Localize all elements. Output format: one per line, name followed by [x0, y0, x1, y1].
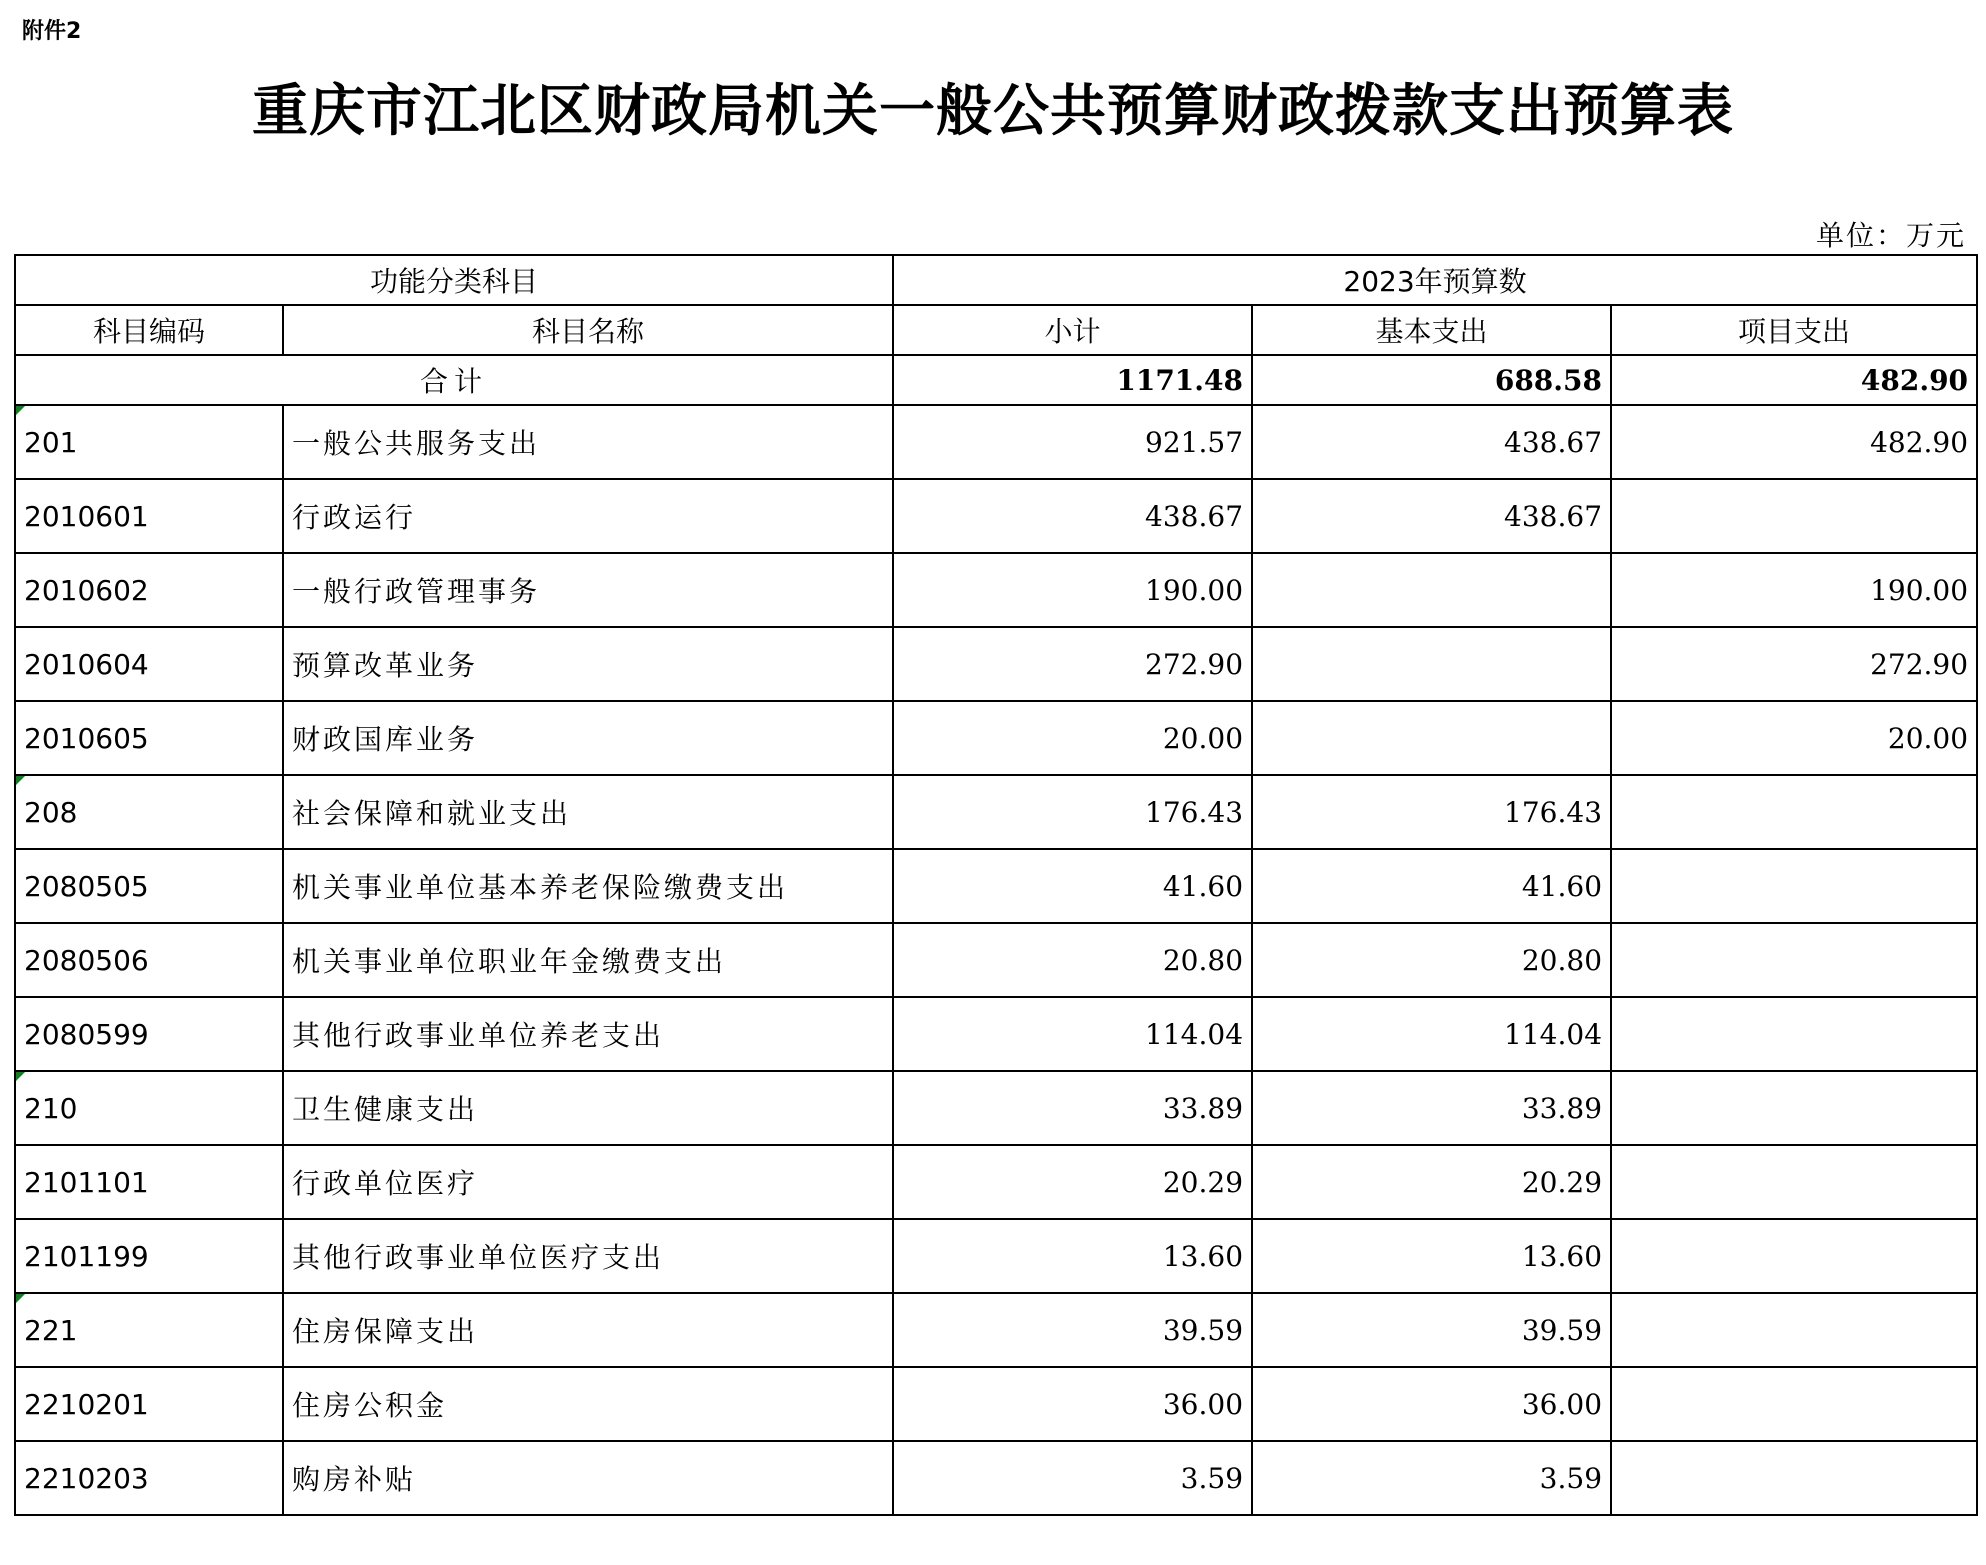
cell-subtotal: 20.00 [893, 701, 1252, 775]
cell-name: 行政单位医疗 [283, 1145, 893, 1219]
header-project: 项目支出 [1611, 305, 1977, 355]
cell-basic: 36.00 [1252, 1367, 1611, 1441]
cell-project: 482.90 [1611, 405, 1977, 479]
cell-name: 一般公共服务支出 [283, 405, 893, 479]
table-row [15, 1219, 1977, 1293]
header-subtotal: 小计 [893, 305, 1252, 355]
cell-project: 190.00 [1611, 553, 1977, 627]
cell-name: 财政国库业务 [283, 701, 893, 775]
cell-subtotal: 39.59 [893, 1293, 1252, 1367]
cell-code: 2080599 [15, 997, 283, 1071]
cell-corner-marker [16, 1072, 25, 1081]
cell-code: 2101199 [15, 1219, 283, 1293]
cell-project [1611, 775, 1977, 849]
cell-project [1611, 1293, 1977, 1367]
cell-code [15, 1071, 283, 1145]
header-code: 科目编码 [15, 305, 283, 355]
cell-basic [1252, 553, 1611, 627]
cell-name: 机关事业单位基本养老保险缴费支出 [283, 849, 893, 923]
cell-name: 社会保障和就业支出 [283, 775, 893, 849]
cell-basic: 20.80 [1252, 923, 1611, 997]
cell-basic: 33.89 [1252, 1071, 1611, 1145]
page-title: 重庆市江北区财政局机关一般公共预算财政拨款支出预算表 [252, 79, 1734, 144]
cell-basic [1252, 701, 1611, 775]
header-name: 科目名称 [283, 305, 893, 355]
header-functional-classification: 功能分类科目 [15, 255, 893, 305]
table-row [15, 1071, 1977, 1145]
cell-name: 卫生健康支出 [283, 1071, 893, 1145]
cell-project [1611, 479, 1977, 553]
table-row [15, 405, 1977, 479]
cell-code: 2101101 [15, 1145, 283, 1219]
cell-name: 其他行政事业单位养老支出 [283, 997, 893, 1071]
table-row [15, 849, 1977, 923]
table-row [15, 1441, 1977, 1515]
cell-code: 2080505 [15, 849, 283, 923]
cell-code-text: 210 [24, 1091, 78, 1125]
column-header-row [15, 305, 1977, 355]
table-body [15, 355, 1977, 1515]
table-row [15, 923, 1977, 997]
cell-subtotal: 20.29 [893, 1145, 1252, 1219]
cell-subtotal: 13.60 [893, 1219, 1252, 1293]
cell-name: 一般行政管理事务 [283, 553, 893, 627]
cell-code: 2010604 [15, 627, 283, 701]
header-budget-year: 2023年预算数 [893, 255, 1977, 305]
cell-project [1611, 1071, 1977, 1145]
total-label: 合计 [15, 355, 893, 405]
cell-project [1611, 1441, 1977, 1515]
cell-corner-marker [16, 1294, 25, 1303]
table-row [15, 1293, 1977, 1367]
table-row [15, 701, 1977, 775]
cell-subtotal: 176.43 [893, 775, 1252, 849]
unit-label: 单位：万元 [1815, 219, 1966, 252]
table-row [15, 775, 1977, 849]
cell-subtotal: 41.60 [893, 849, 1252, 923]
total-subtotal: 1171.48 [893, 355, 1252, 405]
cell-code [15, 775, 283, 849]
cell-basic: 176.43 [1252, 775, 1611, 849]
cell-basic: 20.29 [1252, 1145, 1611, 1219]
cell-basic: 438.67 [1252, 479, 1611, 553]
cell-code: 2210203 [15, 1441, 283, 1515]
budget-table [14, 254, 1978, 1516]
cell-subtotal: 36.00 [893, 1367, 1252, 1441]
cell-subtotal: 272.90 [893, 627, 1252, 701]
cell-corner-marker [16, 776, 25, 785]
cell-project [1611, 1219, 1977, 1293]
cell-code: 2010601 [15, 479, 283, 553]
cell-name: 其他行政事业单位医疗支出 [283, 1219, 893, 1293]
total-row [15, 355, 1977, 405]
cell-subtotal: 33.89 [893, 1071, 1252, 1145]
cell-basic: 41.60 [1252, 849, 1611, 923]
cell-basic: 114.04 [1252, 997, 1611, 1071]
cell-subtotal: 114.04 [893, 997, 1252, 1071]
cell-basic: 13.60 [1252, 1219, 1611, 1293]
cell-code: 2010605 [15, 701, 283, 775]
cell-name: 住房保障支出 [283, 1293, 893, 1367]
cell-name: 预算改革业务 [283, 627, 893, 701]
attachment-label: 附件2 [22, 19, 82, 44]
cell-name: 行政运行 [283, 479, 893, 553]
total-basic: 688.58 [1252, 355, 1611, 405]
cell-name: 机关事业单位职业年金缴费支出 [283, 923, 893, 997]
cell-name: 购房补贴 [283, 1441, 893, 1515]
cell-subtotal: 20.80 [893, 923, 1252, 997]
cell-code: 2210201 [15, 1367, 283, 1441]
table-row [15, 1367, 1977, 1441]
cell-code: 2010602 [15, 553, 283, 627]
cell-subtotal: 190.00 [893, 553, 1252, 627]
table-row [15, 997, 1977, 1071]
cell-corner-marker [16, 406, 25, 415]
cell-subtotal: 438.67 [893, 479, 1252, 553]
cell-basic: 3.59 [1252, 1441, 1611, 1515]
cell-code-text: 208 [24, 795, 78, 829]
group-header-row [15, 255, 1977, 305]
cell-basic [1252, 627, 1611, 701]
cell-name: 住房公积金 [283, 1367, 893, 1441]
cell-basic: 39.59 [1252, 1293, 1611, 1367]
cell-project [1611, 1145, 1977, 1219]
table-row [15, 479, 1977, 553]
cell-code-text: 221 [24, 1313, 78, 1347]
cell-code [15, 1293, 283, 1367]
header-basic: 基本支出 [1252, 305, 1611, 355]
cell-project: 272.90 [1611, 627, 1977, 701]
cell-project [1611, 997, 1977, 1071]
cell-basic: 438.67 [1252, 405, 1611, 479]
cell-project [1611, 923, 1977, 997]
table-row [15, 1145, 1977, 1219]
cell-code-text: 201 [24, 425, 78, 459]
cell-subtotal: 921.57 [893, 405, 1252, 479]
cell-project: 20.00 [1611, 701, 1977, 775]
cell-code [15, 405, 283, 479]
cell-code: 2080506 [15, 923, 283, 997]
total-project: 482.90 [1611, 355, 1977, 405]
cell-project [1611, 849, 1977, 923]
table-row [15, 627, 1977, 701]
cell-project [1611, 1367, 1977, 1441]
cell-subtotal: 3.59 [893, 1441, 1252, 1515]
table-row [15, 553, 1977, 627]
